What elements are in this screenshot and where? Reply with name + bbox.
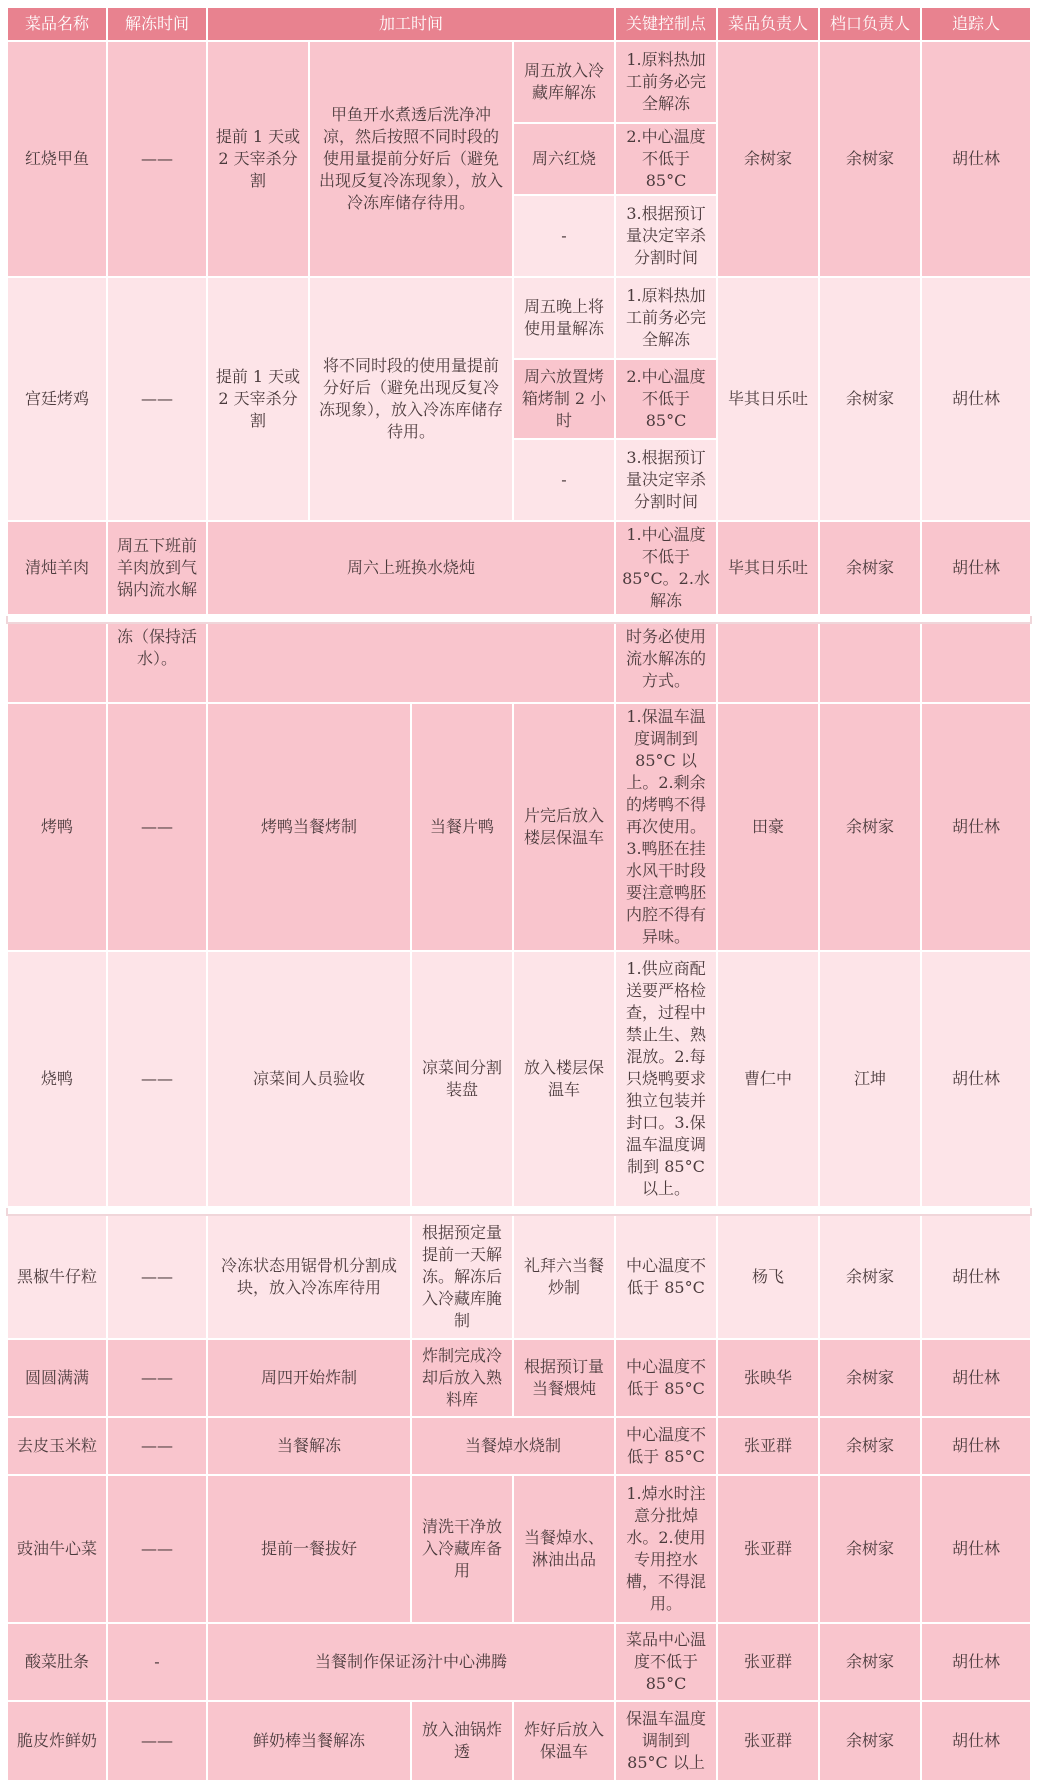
tracker: 胡仕林 [921, 1623, 1031, 1701]
page-break [7, 1207, 1031, 1215]
stall-owner: 余树家 [819, 1339, 921, 1417]
dish-name: 去皮玉米粒 [7, 1417, 107, 1475]
dish-owner: 杨飞 [717, 1215, 819, 1339]
process-step: 当餐焯水烧制 [411, 1417, 615, 1475]
ccp-item: 1.焯水时注意分批焯水。2.使用专用控水槽，不得混用。 [615, 1475, 717, 1623]
process-step: - [513, 195, 615, 277]
stall-owner: 江坤 [819, 951, 921, 1207]
ccp-item: 菜品中心温度不低于 85°C [615, 1623, 717, 1701]
ccp-item: 1.保温车温度调制到 85°C 以上。2.剩余的烤鸭不得再次使用。3.鸭胚在挂水风干时段要注意鸭胚内腔不得有异味。 [615, 703, 717, 951]
ccp-item: 1.原料热加工前务必完全解冻 [615, 277, 717, 359]
process-step: 周五晚上将使用量解冻 [513, 277, 615, 359]
process-step: 清洗干净放入冷藏库备用 [411, 1475, 513, 1623]
table-row [7, 277, 1031, 359]
process-step: 根据预定量提前一天解冻。解冻后入冷藏库腌制 [411, 1215, 513, 1339]
dish-owner: 张亚群 [717, 1417, 819, 1475]
dish-owner: 张映华 [717, 1339, 819, 1417]
dish-owner: 毕其日乐吐 [717, 521, 819, 615]
process-prep: 提前 1 天或 2 天宰杀分割 [207, 41, 309, 277]
stall-owner: 余树家 [819, 41, 921, 277]
process-step: 周五放入冷藏库解冻 [513, 41, 615, 123]
tracker: 胡仕林 [921, 41, 1031, 277]
process-step: 根据预订量当餐煨炖 [513, 1339, 615, 1417]
process-step: 放入油锅炸透 [411, 1701, 513, 1781]
table-row [7, 1339, 1031, 1417]
process-prep: 提前 1 天或 2 天宰杀分割 [207, 277, 309, 521]
table-row [7, 1417, 1031, 1475]
thaw-time: —— [107, 1475, 207, 1623]
dish-name: 清炖羊肉 [7, 521, 107, 615]
thaw-time: 冻（保持活水）。 [107, 623, 207, 703]
stall-owner: 余树家 [819, 703, 921, 951]
process-step: 当餐片鸭 [411, 703, 513, 951]
process-step: 冷冻状态用锯骨机分割成块，放入冷冻库待用 [207, 1215, 411, 1339]
header-row [7, 7, 1031, 41]
process-detail: 将不同时段的使用量提前分好后（避免出现反复冷冻现象），放入冷冻库储存待用。 [309, 277, 513, 521]
process-step: 凉菜间人员验收 [207, 951, 411, 1207]
tracker: 胡仕林 [921, 1475, 1031, 1623]
process-detail: 甲鱼开水煮透后洗净冲凉，然后按照不同时段的使用量提前分好后（避免出现反复冷冻现象），放入冷冻库储存待用。 [309, 41, 513, 277]
process-step: 提前一餐拔好 [207, 1475, 411, 1623]
stall-owner: 余树家 [819, 521, 921, 615]
header-tracker: 追踪人 [921, 7, 1031, 41]
tracker: 胡仕林 [921, 703, 1031, 951]
thaw-time: —— [107, 277, 207, 521]
ccp-item: 中心温度不低于 85°C [615, 1215, 717, 1339]
process-step: 礼拜六当餐炒制 [513, 1215, 615, 1339]
table-row [7, 1701, 1031, 1781]
process-step: 凉菜间分割装盘 [411, 951, 513, 1207]
process-step: 放入楼层保温车 [513, 951, 615, 1207]
dish-owner: 张亚群 [717, 1701, 819, 1781]
stall-owner: 余树家 [819, 1701, 921, 1781]
food-safety-table [6, 6, 1032, 1782]
dish-name: 豉油牛心菜 [7, 1475, 107, 1623]
process-step: 周六放置烤箱烤制 2 小时 [513, 359, 615, 439]
thaw-time: —— [107, 703, 207, 951]
dish-name: 脆皮炸鲜奶 [7, 1701, 107, 1781]
thaw-time: —— [107, 1417, 207, 1475]
table-row [7, 1215, 1031, 1339]
ccp-item: 2.中心温度不低于 85°C [615, 123, 717, 195]
header-dish-owner: 菜品负责人 [717, 7, 819, 41]
ccp-item: 3.根据预订量决定宰杀分割时间 [615, 195, 717, 277]
food-safety-table-wrapper [6, 6, 1030, 1782]
ccp-item: 保温车温度调制到 85°C 以上 [615, 1701, 717, 1781]
table-row [7, 1623, 1031, 1701]
tracker: 胡仕林 [921, 1701, 1031, 1781]
dish-owner: 张亚群 [717, 1623, 819, 1701]
process-step: 烤鸭当餐烤制 [207, 703, 411, 951]
thaw-time: —— [107, 951, 207, 1207]
dish-owner: 田豪 [717, 703, 819, 951]
header-thaw-time: 解冻时间 [107, 7, 207, 41]
thaw-time: —— [107, 41, 207, 277]
thaw-time: —— [107, 1339, 207, 1417]
process-step: 片完后放入楼层保温车 [513, 703, 615, 951]
ccp-item: 1.原料热加工前务必完全解冻 [615, 41, 717, 123]
stall-owner: 余树家 [819, 1475, 921, 1623]
process-step: - [513, 439, 615, 521]
tracker: 胡仕林 [921, 521, 1031, 615]
ccp-item: 1.中心温度不低于 85°C。2.水解冻 [615, 521, 717, 615]
stall-owner: 余树家 [819, 1623, 921, 1701]
dish-name: 红烧甲鱼 [7, 41, 107, 277]
ccp-item: 2.中心温度不低于 85°C [615, 359, 717, 439]
dish-owner: 余树家 [717, 41, 819, 277]
thaw-time: 周五下班前羊肉放到气锅内流水解 [107, 521, 207, 615]
tracker: 胡仕林 [921, 1339, 1031, 1417]
ccp-item: 3.根据预订量决定宰杀分割时间 [615, 439, 717, 521]
process-step: 当餐焯水、淋油出品 [513, 1475, 615, 1623]
table-row [7, 521, 1031, 615]
process-step: 当餐解冻 [207, 1417, 411, 1475]
dish-name: 烧鸭 [7, 951, 107, 1207]
dish-name: 黑椒牛仔粒 [7, 1215, 107, 1339]
tracker: 胡仕林 [921, 1417, 1031, 1475]
thaw-time: —— [107, 1701, 207, 1781]
process-step: 炸制完成冷却后放入熟料库 [411, 1339, 513, 1417]
stall-owner: 余树家 [819, 1215, 921, 1339]
table-row [7, 41, 1031, 123]
process-detail: 周六上班换水烧炖 [207, 521, 615, 615]
header-stall-owner: 档口负责人 [819, 7, 921, 41]
dish-owner: 毕其日乐吐 [717, 277, 819, 521]
tracker: 胡仕林 [921, 1215, 1031, 1339]
process-step: 周四开始炸制 [207, 1339, 411, 1417]
table-row [7, 1475, 1031, 1623]
thaw-time: —— [107, 1215, 207, 1339]
dish-name: 酸菜肚条 [7, 1623, 107, 1701]
tracker: 胡仕林 [921, 277, 1031, 521]
process-detail: 当餐制作保证汤汁中心沸腾 [207, 1623, 615, 1701]
header-process-time: 加工时间 [207, 7, 615, 41]
thaw-time: - [107, 1623, 207, 1701]
dish-name: 圆圆满满 [7, 1339, 107, 1417]
dish-name: 烤鸭 [7, 703, 107, 951]
dish-owner: 张亚群 [717, 1475, 819, 1623]
dish-name: 宫廷烤鸡 [7, 277, 107, 521]
table-row [7, 623, 1031, 703]
ccp-item: 1.供应商配送要严格检查，过程中禁止生、熟混放。2.每只烧鸭要求独立包装并封口。3.保温车温度调制到 85°C 以上。 [615, 951, 717, 1207]
page-break [7, 615, 1031, 623]
header-dish-name: 菜品名称 [7, 7, 107, 41]
table-row [7, 703, 1031, 951]
ccp-item: 时务必使用流水解冻的方式。 [615, 623, 717, 703]
header-ccp: 关键控制点 [615, 7, 717, 41]
table-row [7, 951, 1031, 1207]
process-step: 鲜奶棒当餐解冻 [207, 1701, 411, 1781]
stall-owner: 余树家 [819, 1417, 921, 1475]
process-step: 炸好后放入保温车 [513, 1701, 615, 1781]
dish-owner: 曹仁中 [717, 951, 819, 1207]
stall-owner: 余树家 [819, 277, 921, 521]
process-step: 周六红烧 [513, 123, 615, 195]
ccp-item: 中心温度不低于 85°C [615, 1417, 717, 1475]
ccp-item: 中心温度不低于 85°C [615, 1339, 717, 1417]
tracker: 胡仕林 [921, 951, 1031, 1207]
